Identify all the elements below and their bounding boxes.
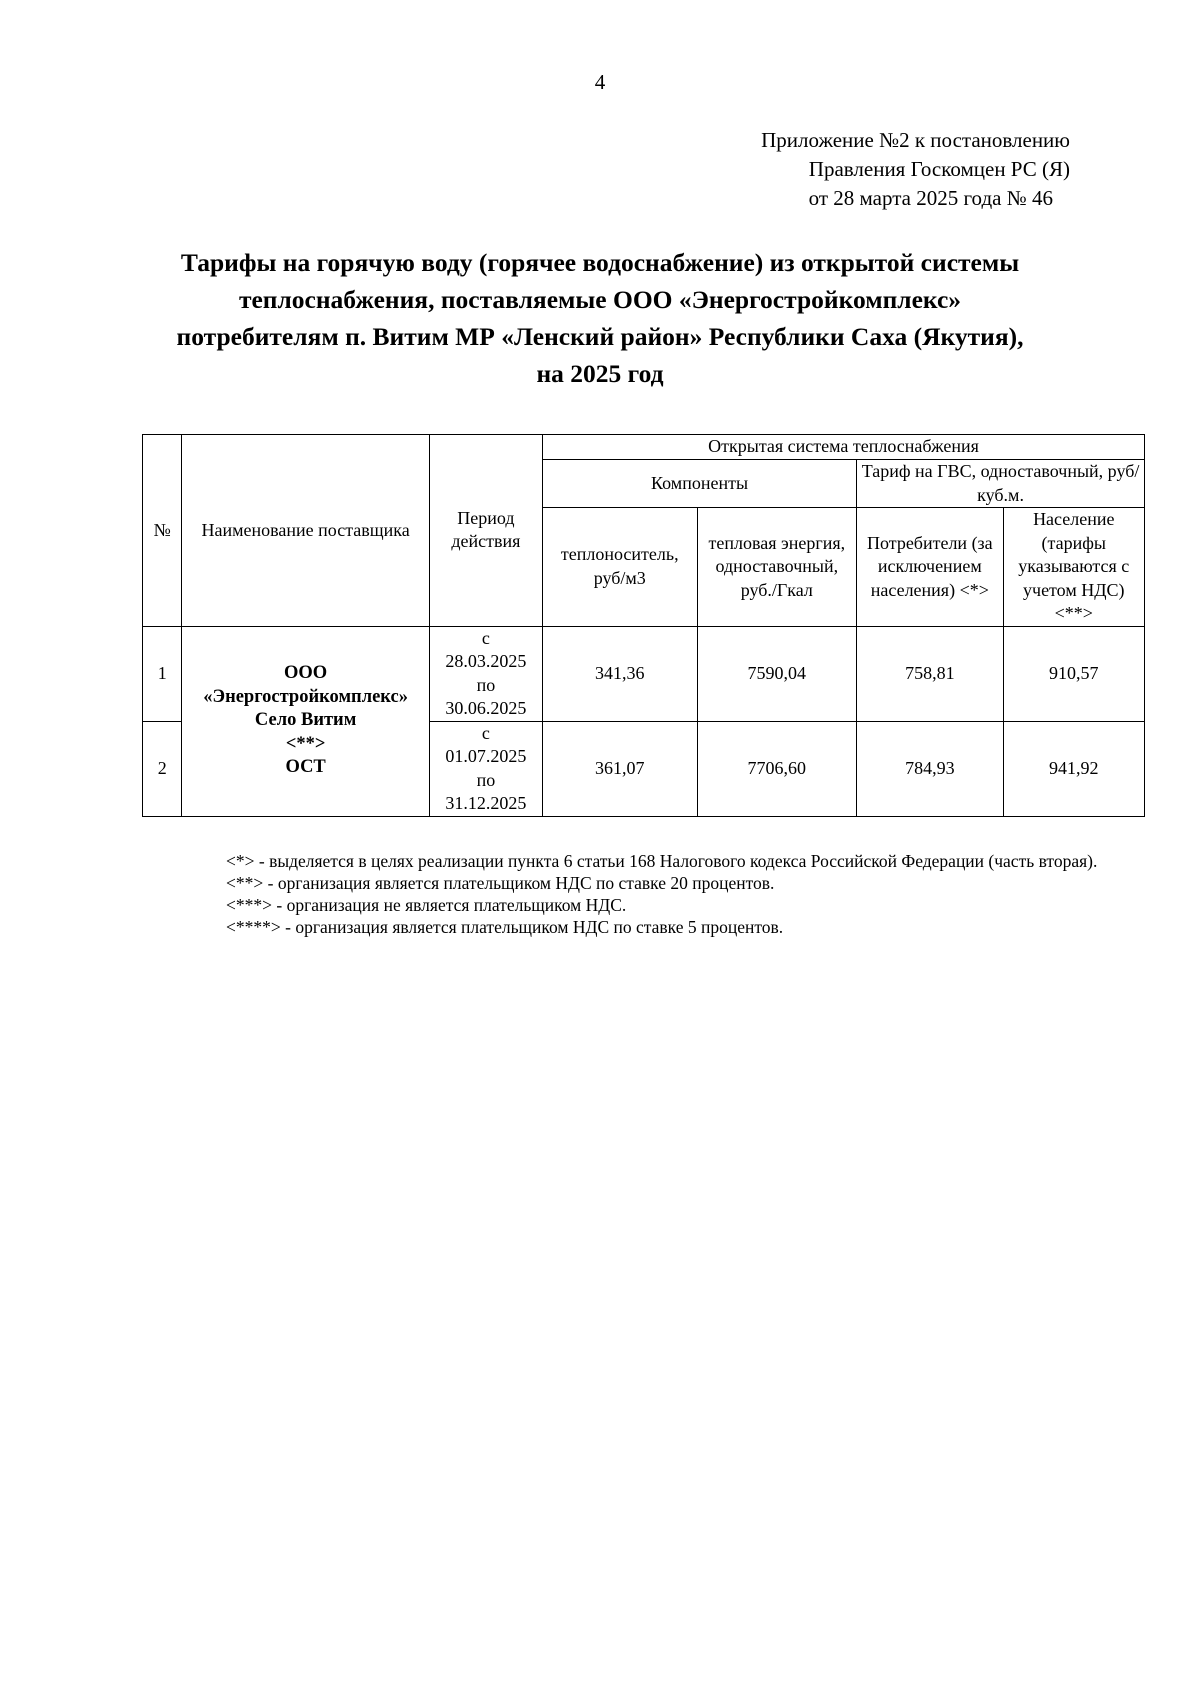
document-title (120, 244, 1080, 392)
row-population: 910,57 (1003, 626, 1144, 721)
header-components: Компоненты (542, 460, 856, 508)
tariff-table (142, 434, 1145, 817)
supplier-line: Село Витим (254, 710, 357, 731)
footnote-2: <**> - организация является плательщиком НДС по ставке 20 процентов. (226, 873, 775, 893)
row-consumers: 758,81 (857, 626, 1003, 721)
row-period (429, 626, 542, 721)
title-line-4: на 2025 год (536, 359, 664, 388)
appendix-reference (650, 126, 1070, 213)
row-population: 941,92 (1003, 721, 1144, 816)
header-period: Период действия (429, 435, 542, 627)
footnote-1: <*> - выделяется в целях реализации пункта 6 статьи 168 Налогового кодекса Российской Федерации (часть вторая). (226, 851, 1098, 871)
period-from: с (481, 627, 490, 648)
header-supplier: Наименование поставщика (182, 435, 429, 627)
title-line-2: теплоснабжения, поставляемые ООО «Энергостройкомплекс» (238, 285, 962, 314)
page-number: 4 (594, 70, 606, 94)
row-carrier: 341,36 (542, 626, 697, 721)
period-from: с (481, 722, 490, 743)
header-no: № (143, 435, 182, 627)
title-line-1: Тарифы на горячую воду (горячее водоснабжение) из открытой системы (180, 248, 1020, 277)
supplier-line: <**> (285, 733, 326, 754)
footnote-4: <****> - организация является плательщиком НДС по ставке 5 процентов. (226, 917, 784, 937)
appendix-line-1: Приложение №2 к постановлению (761, 128, 1070, 152)
title-line-3: потребителям п. Витим МР «Ленский район» Республики Саха (Якутия), (176, 322, 1024, 351)
period-to: по (476, 674, 496, 695)
appendix-line-2: Правления Госкомцен РС (Я) (808, 157, 1070, 181)
header-population: Население (тарифы указываются с учетом НДС) <**> (1003, 508, 1144, 627)
header-energy: тепловая энергия, одноставочный, руб./Гкал (697, 508, 857, 627)
supplier-line: «Энергостройкомплекс» (203, 686, 408, 707)
row-no: 1 (143, 626, 182, 721)
row-period (429, 721, 542, 816)
footnotes (172, 850, 1122, 938)
supplier-name (182, 626, 429, 816)
period-to: по (476, 769, 496, 790)
row-no: 2 (143, 721, 182, 816)
table-row (143, 626, 1145, 721)
header-tariff: Тариф на ГВС, одноставочный, руб/куб.м. (857, 460, 1145, 508)
row-carrier: 361,07 (542, 721, 697, 816)
appendix-line-3: от 28 марта 2025 года № 46 (808, 186, 1053, 210)
supplier-line: ООО (284, 663, 328, 684)
header-consumers: Потребители (за исключением населения) <*> (857, 508, 1003, 627)
footnote-3: <***> - организация не является плательщиком НДС. (226, 895, 627, 915)
row-consumers: 784,93 (857, 721, 1003, 816)
period-start: 01.07.2025 (445, 746, 527, 766)
period-end: 30.06.2025 (445, 698, 527, 718)
row-energy: 7706,60 (697, 721, 857, 816)
header-open-system: Открытая система теплоснабжения (542, 435, 1144, 460)
period-start: 28.03.2025 (445, 651, 527, 671)
row-energy: 7590,04 (697, 626, 857, 721)
header-carrier: теплоноситель, руб/м3 (542, 508, 697, 627)
supplier-line: ОСТ (285, 757, 326, 778)
period-end: 31.12.2025 (445, 793, 527, 813)
